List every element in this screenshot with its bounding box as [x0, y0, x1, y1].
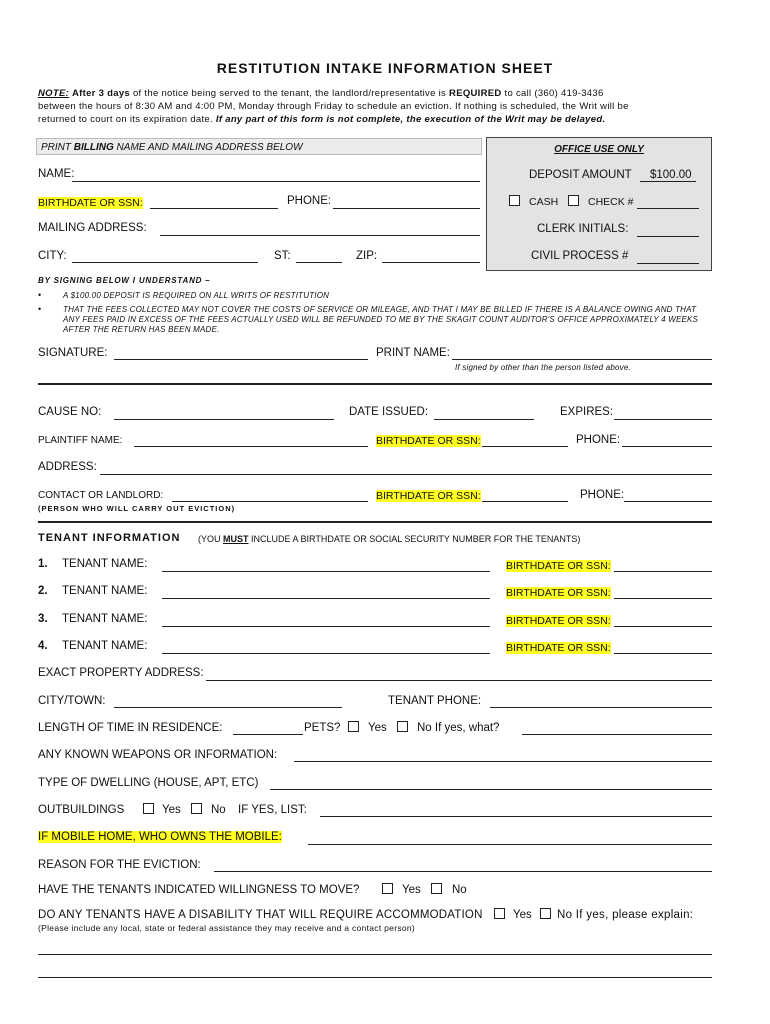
check-checkbox[interactable]	[568, 195, 579, 206]
tenant-1-birthdate-label: BIRTHDATE OR SSN:	[506, 560, 611, 572]
mobile-home-field[interactable]	[308, 844, 712, 845]
signature-label: SIGNATURE:	[38, 347, 108, 359]
cause-no-label: CAUSE NO:	[38, 406, 102, 418]
explain-field-line-2[interactable]	[38, 977, 712, 978]
cash-checkbox[interactable]	[509, 195, 520, 206]
outbuildings-list-label: IF YES, LIST:	[238, 804, 307, 816]
outbuildings-yes-checkbox[interactable]	[143, 803, 154, 814]
tenant-3-name-label: TENANT NAME:	[62, 613, 148, 625]
section-divider	[38, 521, 712, 523]
tenant-3-number: 3.	[38, 613, 48, 625]
pets-yes-checkbox[interactable]	[348, 721, 359, 732]
pets-label: PETS?	[304, 722, 341, 734]
print-name-label: PRINT NAME:	[376, 347, 450, 359]
plaintiff-name-label: PLAINTIFF NAME:	[38, 435, 123, 446]
willingness-no-checkbox[interactable]	[431, 883, 442, 894]
address-field[interactable]	[100, 474, 712, 475]
pets-what-field[interactable]	[522, 734, 712, 735]
billing-city-field[interactable]	[72, 262, 258, 263]
tenant-4-number: 4.	[38, 640, 48, 652]
pets-yes-label: Yes	[368, 722, 387, 734]
billing-st-label: ST:	[274, 250, 291, 262]
billing-city-label: CITY:	[38, 250, 67, 262]
disability-yes-label: Yes	[513, 909, 532, 921]
plaintiff-birthdate-field[interactable]	[482, 446, 568, 447]
length-residence-label: LENGTH OF TIME IN RESIDENCE:	[38, 722, 223, 734]
pets-no-label: No If yes, what?	[417, 722, 500, 734]
billing-birthdate-label: BIRTHDATE OR SSN:	[38, 197, 143, 209]
reason-field[interactable]	[214, 871, 712, 872]
tenant-2-name-field[interactable]	[162, 598, 490, 599]
dwelling-label: TYPE OF DWELLING (HOUSE, APT, ETC)	[38, 777, 259, 789]
deposit-label: DEPOSIT AMOUNT	[529, 169, 632, 181]
understand-bullet-1: A $100.00 DEPOSIT IS REQUIRED ON ALL WRITS OF RESTITUTION	[63, 291, 330, 300]
billing-header: PRINT BILLING NAME AND MAILING ADDRESS BELOW	[36, 138, 482, 155]
tenant-3-name-field[interactable]	[162, 626, 490, 627]
exact-address-label: EXACT PROPERTY ADDRESS:	[38, 667, 204, 679]
cash-label: CASH	[529, 196, 559, 208]
city-town-field[interactable]	[114, 707, 342, 708]
length-residence-field[interactable]	[233, 734, 303, 735]
tenant-2-birthdate-label: BIRTHDATE OR SSN:	[506, 587, 611, 599]
tenant-2-birthdate-field[interactable]	[614, 598, 712, 599]
check-label: CHECK #	[588, 196, 634, 208]
plaintiff-birthdate-label: BIRTHDATE OR SSN:	[376, 435, 481, 447]
page-title: RESTITUTION INTAKE INFORMATION SHEET	[216, 60, 554, 76]
mailing-address-field[interactable]	[160, 235, 480, 236]
section-divider	[38, 383, 712, 385]
outbuildings-list-field[interactable]	[320, 816, 712, 817]
billing-phone-label: PHONE:	[287, 195, 332, 207]
understand-bullet-2-line-2: ANY FEES PAID IN EXCESS OF THE FEES ACTUALLY USED WILL BE REFUNDED TO ME BY THE SKAGIT COUNT AUDITOR'S OFFICE APPROXIMATELY 4 WEEKS	[63, 315, 699, 324]
deposit-value: $100.00	[640, 169, 696, 182]
billing-name-label: NAME:	[38, 168, 75, 180]
outbuildings-no-checkbox[interactable]	[191, 803, 202, 814]
understand-bullet-2-line-1: THAT THE FEES COLLECTED MAY NOT COVER THE COSTS OF SERVICE OR MILEAGE, AND THAT I MAY BE BILLED IF THERE IS A BALANCE OWING AND THAT	[63, 305, 697, 314]
weapons-label: ANY KNOWN WEAPONS OR INFORMATION:	[38, 749, 278, 761]
check-number-field[interactable]	[637, 208, 699, 209]
plaintiff-name-field[interactable]	[134, 446, 368, 447]
plaintiff-phone-field[interactable]	[622, 446, 712, 447]
contact-birthdate-label: BIRTHDATE OR SSN:	[376, 490, 481, 502]
outbuildings-yes-label: Yes	[162, 804, 181, 816]
office-use-header: OFFICE USE ONLY	[554, 144, 644, 155]
note-line-1: NOTE: After 3 days of the notice being served to the tenant, the landlord/representative is REQUIRED to call (360) 419-3436	[38, 88, 604, 99]
pets-no-checkbox[interactable]	[397, 721, 408, 732]
outbuildings-label: OUTBUILDINGS	[38, 804, 125, 816]
understand-heading: BY SIGNING BELOW I UNDERSTAND –	[38, 276, 211, 285]
print-name-field[interactable]	[452, 359, 712, 360]
signed-by-other-note: If signed by other than the person listed above.	[455, 363, 631, 372]
willingness-label: HAVE THE TENANTS INDICATED WILLINGNESS TO MOVE?	[38, 884, 360, 896]
tenant-info-subtitle: (YOU MUST INCLUDE A BIRTHDATE OR SOCIAL SECURITY NUMBER FOR THE TENANTS)	[198, 534, 581, 544]
tenant-4-name-label: TENANT NAME:	[62, 640, 148, 652]
bullet-icon: •	[38, 290, 42, 300]
billing-zip-label: ZIP:	[356, 250, 378, 262]
tenant-4-name-field[interactable]	[162, 653, 490, 654]
tenant-phone-field[interactable]	[490, 707, 712, 708]
tenant-phone-label: TENANT PHONE:	[388, 695, 482, 707]
tenant-3-birthdate-field[interactable]	[614, 626, 712, 627]
outbuildings-no-label: No	[211, 804, 226, 816]
contact-phone-field[interactable]	[624, 501, 712, 502]
contact-birthdate-field[interactable]	[482, 501, 568, 502]
billing-birthdate-field[interactable]	[150, 208, 278, 209]
signature-field[interactable]	[114, 359, 368, 360]
weapons-field[interactable]	[294, 761, 712, 762]
city-town-label: CITY/TOWN:	[38, 695, 106, 707]
assistance-note: (Please include any local, state or federal assistance they may receive and a contact person)	[38, 923, 416, 933]
billing-phone-field[interactable]	[333, 208, 480, 209]
reason-label: REASON FOR THE EVICTION:	[38, 859, 201, 871]
billing-st-field[interactable]	[296, 262, 342, 263]
mobile-home-label: IF MOBILE HOME, WHO OWNS THE MOBILE:	[38, 831, 282, 843]
date-issued-field[interactable]	[434, 419, 534, 420]
contact-subtitle: (PERSON WHO WILL CARRY OUT EVICTION)	[38, 504, 236, 513]
dwelling-field[interactable]	[270, 789, 712, 790]
tenant-1-name-field[interactable]	[162, 571, 490, 572]
tenant-1-number: 1.	[38, 558, 48, 570]
contact-landlord-label: CONTACT OR LANDLORD:	[38, 490, 164, 501]
exact-address-field[interactable]	[206, 680, 712, 681]
address-label: ADDRESS:	[38, 461, 97, 473]
civil-process-field[interactable]	[637, 263, 699, 264]
disability-no-label: No If yes, please explain:	[557, 909, 694, 921]
disability-yes-checkbox[interactable]	[494, 908, 505, 919]
clerk-initials-field[interactable]	[637, 236, 699, 237]
expires-label: EXPIRES:	[560, 406, 614, 418]
tenant-2-name-label: TENANT NAME:	[62, 585, 148, 597]
billing-name-field[interactable]	[72, 181, 480, 182]
date-issued-label: DATE ISSUED:	[349, 406, 429, 418]
understand-bullet-2-line-3: AFTER THE RETURN HAS BEEN MADE.	[63, 325, 220, 334]
contact-phone-label: PHONE:	[580, 489, 625, 501]
contact-landlord-field[interactable]	[172, 501, 368, 502]
note-line-2: between the hours of 8:30 AM and 4:00 PM, Monday through Friday to schedule an eviction. If nothing is scheduled, the Writ will be	[38, 101, 629, 112]
clerk-initials-label: CLERK INITIALS:	[537, 223, 629, 235]
disability-no-checkbox[interactable]	[540, 908, 551, 919]
tenant-4-birthdate-field[interactable]	[614, 653, 712, 654]
office-use-box	[486, 137, 712, 271]
mailing-address-label: MAILING ADDRESS:	[38, 222, 147, 234]
tenant-1-birthdate-field[interactable]	[614, 571, 712, 572]
tenant-info-heading: TENANT INFORMATION	[38, 532, 181, 544]
bullet-icon: •	[38, 304, 42, 314]
willingness-yes-label: Yes	[402, 884, 421, 896]
expires-field[interactable]	[614, 419, 712, 420]
willingness-yes-checkbox[interactable]	[382, 883, 393, 894]
plaintiff-phone-label: PHONE:	[576, 434, 621, 446]
tenant-2-number: 2.	[38, 585, 48, 597]
disability-label: DO ANY TENANTS HAVE A DISABILITY THAT WILL REQUIRE ACCOMMODATION	[38, 909, 483, 921]
civil-process-label: CIVIL PROCESS #	[531, 250, 629, 262]
tenant-4-birthdate-label: BIRTHDATE OR SSN:	[506, 642, 611, 654]
note-line-3: returned to court on its expiration date. If any part of this form is not complete, the execution of the Writ may be delayed.	[38, 114, 606, 125]
tenant-3-birthdate-label: BIRTHDATE OR SSN:	[506, 615, 611, 627]
billing-zip-field[interactable]	[382, 262, 480, 263]
tenant-1-name-label: TENANT NAME:	[62, 558, 148, 570]
willingness-no-label: No	[452, 884, 467, 896]
explain-field-line-1[interactable]	[38, 954, 712, 955]
cause-no-field[interactable]	[114, 419, 334, 420]
